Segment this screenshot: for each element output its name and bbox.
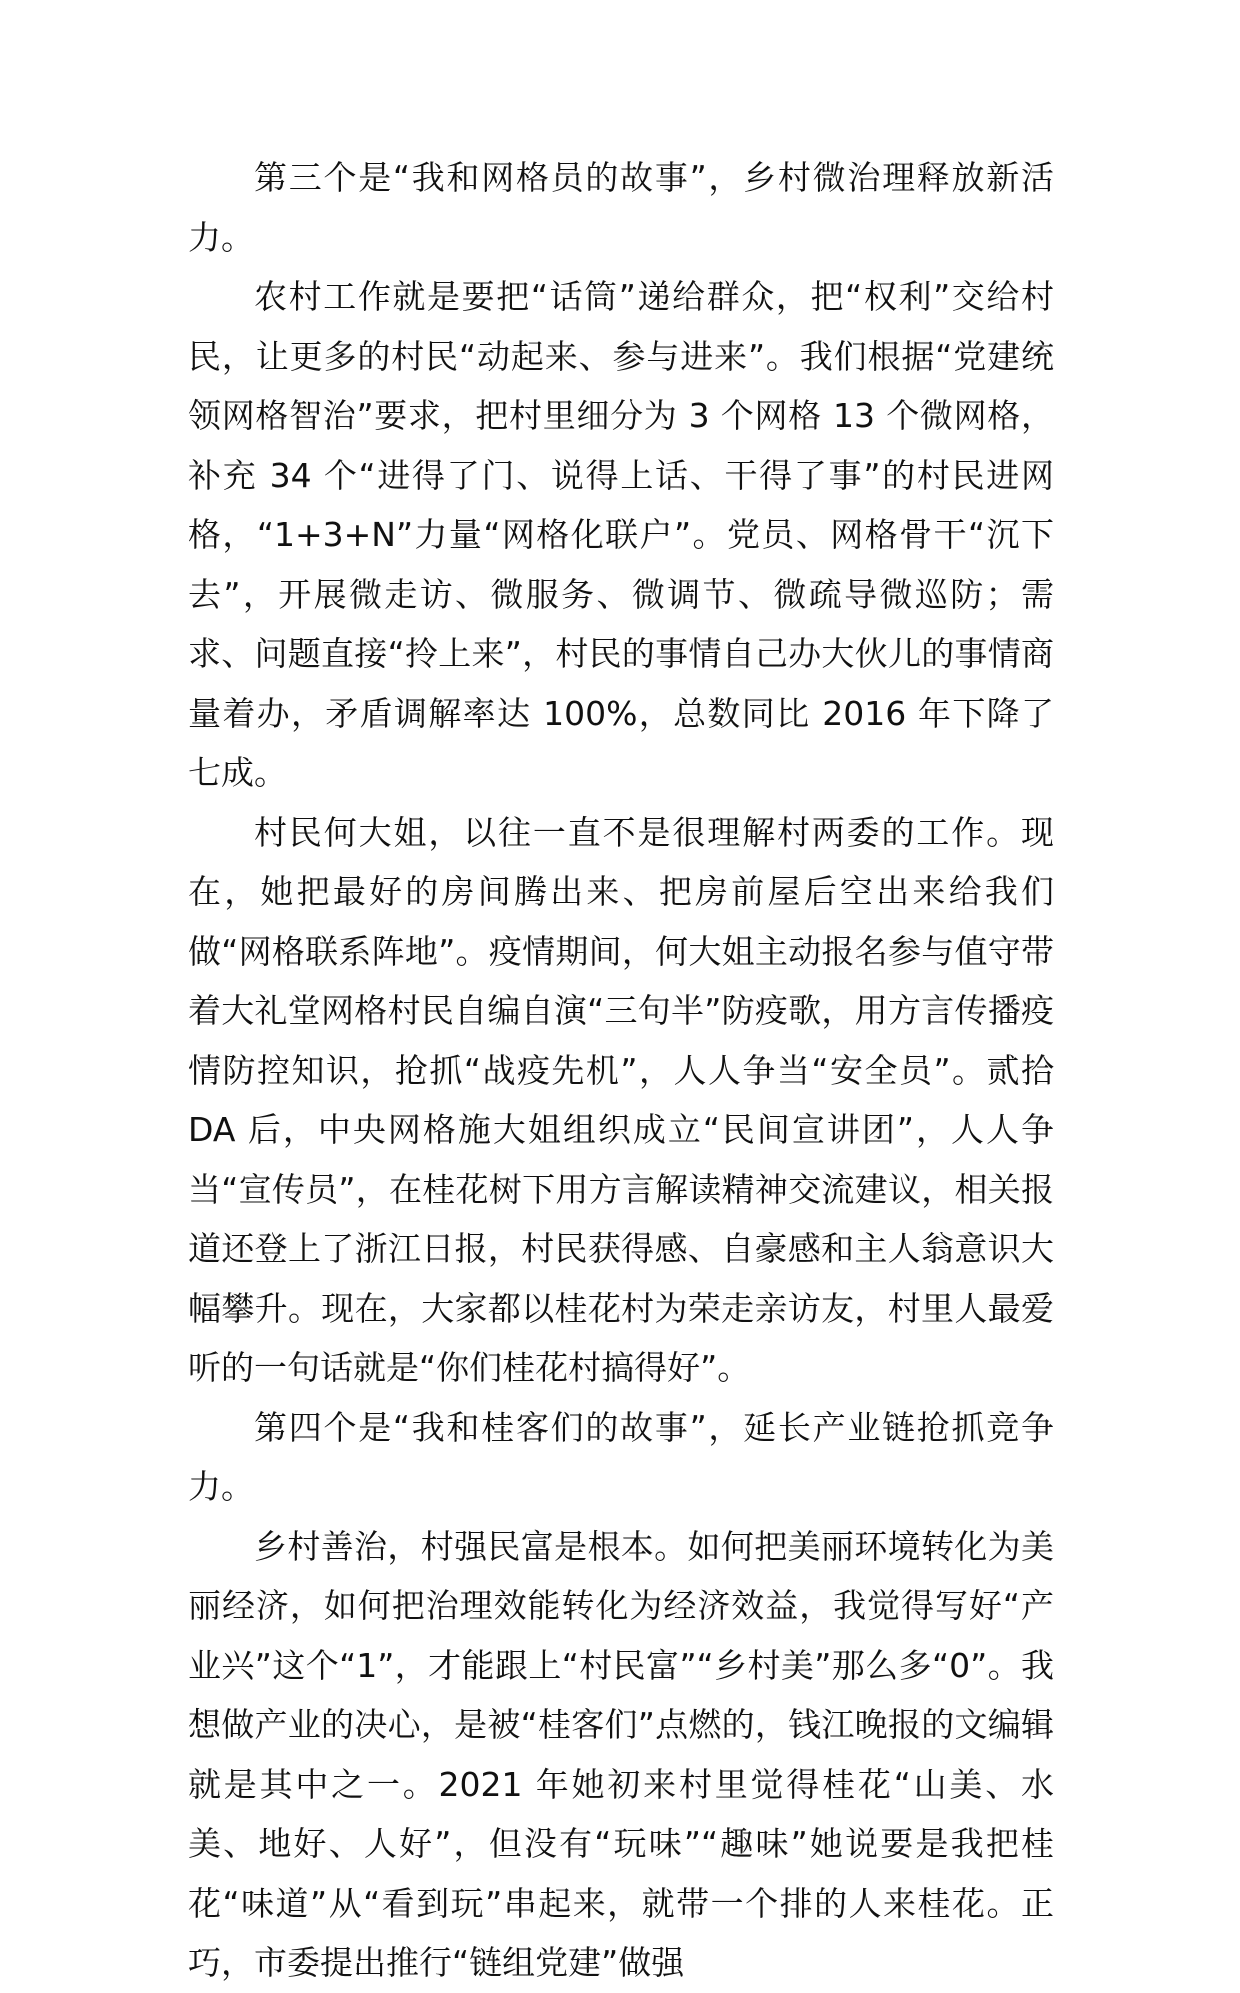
paragraph-heading-story-three: 第三个是“我和网格员的故事”，乡村微治理释放新活力。 [188, 158, 1054, 257]
paragraph-heading-story-four: 第四个是“我和桂客们的故事”，延长产业链抢抓竞争力。 [188, 1407, 1054, 1506]
paragraph-grid-governance: 农村工作就是要把“话筒”递给群众，把“权利”交给村民，让更多的村民“动起来、参与进来”。我们根据“党建统领网格智治”要求，把村里细分为 3 个网格 13 个微网格，补充 34 个“进得了门、说得上话、干得了事”的村民进网格，“1+3+N”力量“网格化联户”。党员、网格骨干“沉下去”，开展微走访、微服务、微调节、微疏导微巡防；需求、问题直接“拎上来”，村民的事情自己办大伙儿的事情商量着办，矛盾调解率达 100%，总数同比 2016 年下降了七成。 [188, 277, 1054, 792]
document-body [188, 148, 1054, 1993]
paragraph-industry-chain: 乡村善治，村强民富是根本。如何把美丽环境转化为美丽经济，如何把治理效能转化为经济效益，我觉得写好“产业兴”这个“1”，才能跟上“村民富”“乡村美”那么多“0”。我想做产业的决心，是被“桂客们”点燃的，钱江晚报的文编辑就是其中之一。2021 年她初来村里觉得桂花“山美、水美、地好、人好”，但没有“玩味”“趣味”她说要是我把桂花“味道”从“看到玩”串起来，就带一个排的人来桂花。正巧，市委提出推行“链组党建”做强 [188, 1526, 1054, 1982]
paragraph-villager-he: 村民何大姐，以往一直不是很理解村两委的工作。现在，她把最好的房间腾出来、把房前屋后空出来给我们做“网格联系阵地”。疫情期间，何大姐主动报名参与值守带着大礼堂网格村民自编自演“三句半”防疫歌，用方言传播疫情防控知识，抢抓“战疫先机”，人人争当“安全员”。贰拾 DA 后，中央网格施大姐组织成立“民间宣讲团”，人人争当“宣传员”，在桂花树下用方言解读精神交流建议，相关报道还登上了浙江日报，村民获得感、自豪感和主人翁意识大幅攀升。现在，大家都以桂花村为荣走亲访友，村里人最爱听的一句话就是“你们桂花村搞得好”。 [188, 812, 1054, 1387]
